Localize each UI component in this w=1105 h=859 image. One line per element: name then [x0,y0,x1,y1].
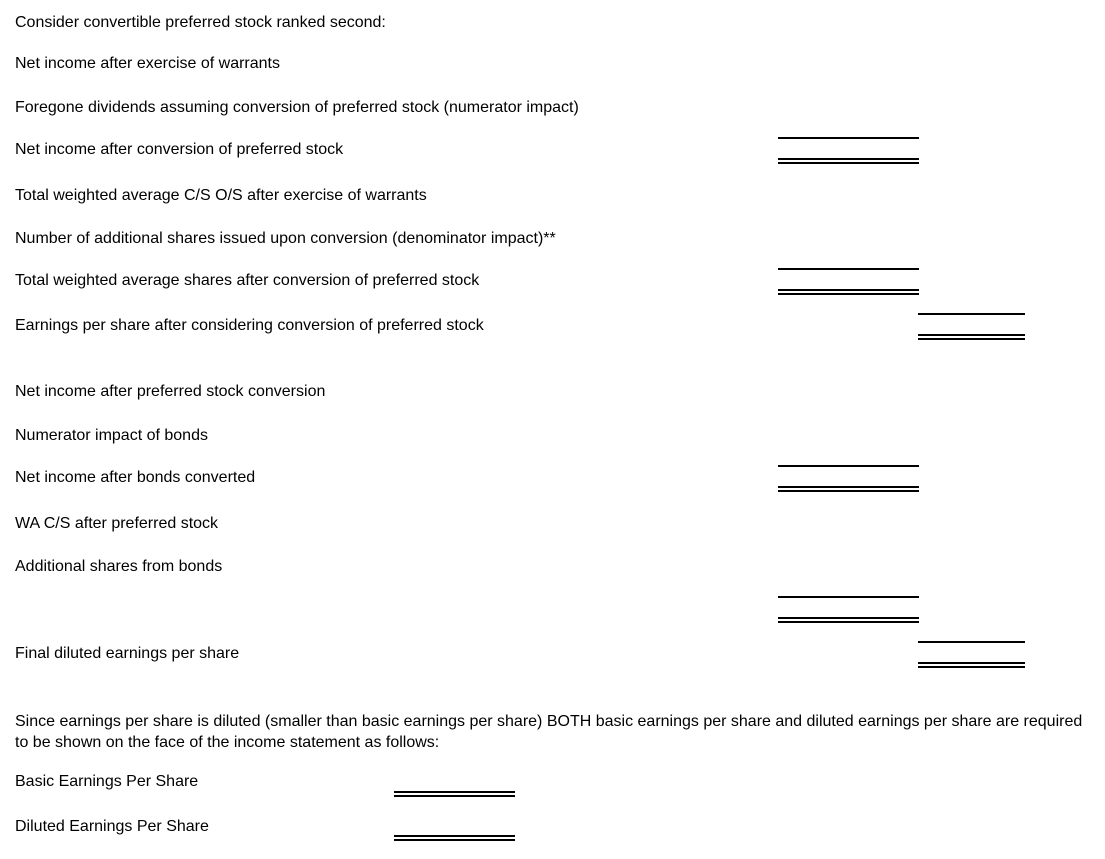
eps-double-rule [918,662,1025,668]
subtotal-rule [778,465,919,467]
subtotal-rule [778,596,919,598]
diluted-eps-double-rule [394,835,515,841]
label-basic-eps: Basic Earnings Per Share [15,773,199,790]
label-diluted-eps: Diluted Earnings Per Share [15,818,209,835]
subtotal-rule [778,137,919,139]
label-additional-shares-preferred: Number of additional shares issued upon conversion (denominator impact)** [15,230,556,247]
label-foregone-dividends: Foregone dividends assuming conversion of preferred stock (numerator impact) [15,99,579,116]
basic-eps-double-rule [394,791,515,797]
total-double-rule [778,289,919,295]
total-double-rule [778,486,919,492]
label-eps-after-preferred: Earnings per share after considering conversion of preferred stock [15,317,484,334]
label-ni-after-warrants: Net income after exercise of warrants [15,55,280,72]
section-header: Consider convertible preferred stock ranked second: [15,14,386,31]
label-wa-after-preferred-short: WA C/S after preferred stock [15,515,219,532]
eps-subtotal-rule [918,313,1025,315]
label-wa-after-warrants: Total weighted average C/S O/S after exercise of warrants [15,187,427,204]
total-double-rule [778,158,919,164]
label-wa-after-preferred: Total weighted average shares after conversion of preferred stock [15,272,480,289]
label-final-diluted-eps: Final diluted earnings per share [15,645,240,662]
subtotal-rule [778,268,919,270]
total-double-rule [778,617,919,623]
label-numerator-impact-bonds: Numerator impact of bonds [15,427,208,444]
explanation-paragraph: Since earnings per share is diluted (smaller than basic earnings per share) BOTH basic earnings per share and diluted earnings per share are required to be shown on the face of the income statement as follows: [15,713,1083,751]
label-additional-shares-bonds: Additional shares from bonds [15,558,223,575]
label-ni-after-bonds: Net income after bonds converted [15,469,256,486]
label-ni-after-preferred-conversion: Net income after preferred stock conversion [15,383,326,400]
label-ni-after-preferred: Net income after conversion of preferred stock [15,141,344,158]
eps-subtotal-rule [918,641,1025,643]
eps-double-rule [918,334,1025,340]
